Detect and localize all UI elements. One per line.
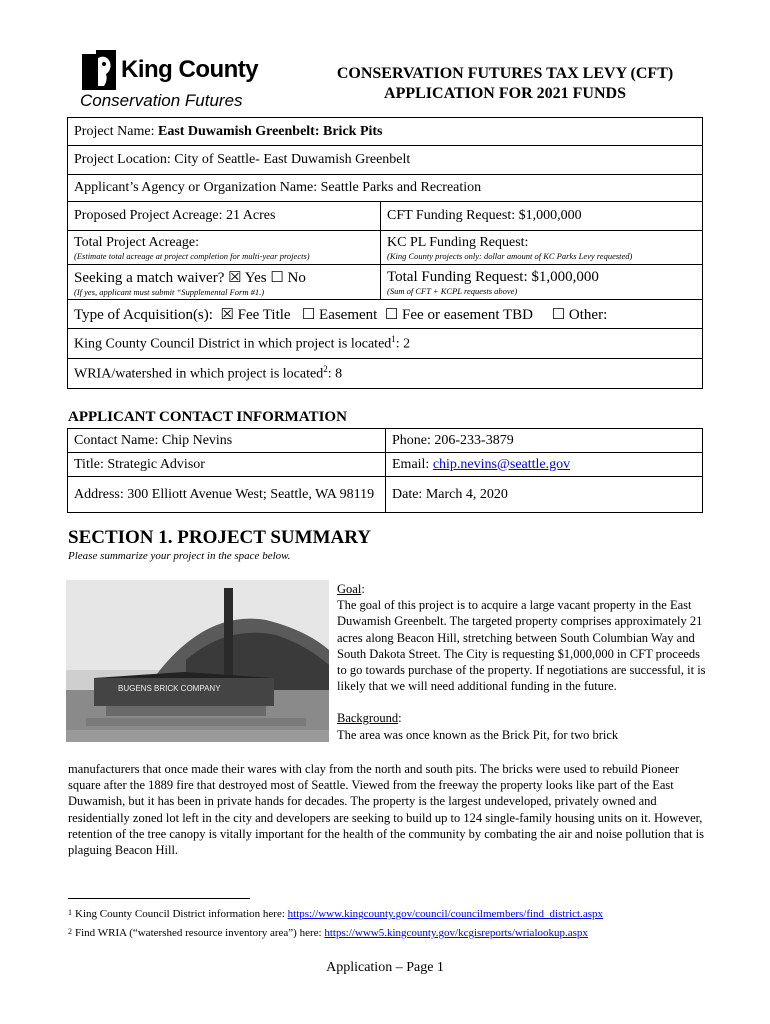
total-acreage-cell: Total Project Acreage: (Estimate total acreage at project completion for multi-year projects) — [68, 231, 381, 265]
cft-request-cell: CFT Funding Request: $1,000,000 — [381, 202, 703, 231]
goal-text: The goal of this project is to acquire a large vacant property in the East Duwamish Greenbelt. The targeted property comprises approximately 21 acres along Beacon Hill, stretching between South Columbian Way and South Dakota Street. The City is requesting $1,000,000 in CFT proceeds to go towards purchase of the property. If negotiations are successful, it is likely that we will need additional funding in the future. — [337, 598, 706, 694]
council-district-cell: King County Council District in which project is located$^1$: 2 — [68, 329, 703, 359]
acquisition-type-cell: Type of Acquisition(s): ☒ Fee Title ☐ Easement ☐ Fee or easement TBD ☐ Other: — [68, 300, 703, 329]
wria-cell: WRIA/watershed in which project is located$^2$: 8 — [68, 359, 703, 389]
king-county-logo-icon — [82, 50, 116, 90]
contact-address-cell: Address: 300 Elliott Avenue West; Seattle, WA 98119 — [68, 477, 386, 513]
total-note: (Sum of CFT + KCPL requests above) — [387, 285, 518, 296]
contact-phone-cell: Phone: 206-233-3879 — [386, 429, 703, 453]
photo-sign-text: BUGENS BRICK COMPANY — [118, 684, 221, 693]
contact-email-link[interactable]: chip.nevins@seattle.gov — [432, 456, 571, 472]
project-location-cell: Project Location: City of Seattle- East Duwamish Greenbelt — [68, 146, 703, 175]
title-line-1: CONSERVATION FUTURES TAX LEVY (CFT) — [336, 65, 674, 82]
document-title — [300, 64, 710, 104]
match-waiver-cell: Seeking a match waiver? ☒ Yes ☐ No (If yes, applicant must submit “Supplemental Form #1.) — [68, 265, 381, 300]
project-name-cell: Project Name: East Duwamish Greenbelt: Brick Pits — [68, 118, 703, 146]
total-acreage-note: (Estimate total acreage at project completion for multi-year projects) — [74, 250, 310, 261]
brick-factory-photo — [66, 580, 329, 742]
project-info-table — [67, 117, 703, 389]
total-request-cell: Total Funding Request: $1,000,000 (Sum of CFT + KCPL requests above) — [381, 265, 703, 300]
contact-email-cell: Email: chip.nevins@seattle.gov — [386, 453, 703, 477]
contact-heading: APPLICANT CONTACT INFORMATION — [68, 409, 347, 425]
background-text: manufacturers that once made their wares with clay from the north and south pits. The bricks were used to rebuild Pioneer square after the 1889 fire that destroyed most of Seattle. Viewed from the freeway the property looks like part of the East Duwamish, but it has been in private hands for decades. The property is the largest undeveloped, privately owned and residentially zoned lot left in the city and developers are seeking to build up to 124 single-family housing units on it. However, retention of the tree canopy is vitally important for the health of the community by combating the air and noise pollution that is plaguing Beacon Hill. — [68, 762, 704, 858]
footnote-1: $^1$ King County Council District information here: https://www.kingcounty.gov/council/councilmembers/find_district.aspx — [68, 908, 604, 920]
acq-fee-or-easement-checkbox[interactable]: ☐ Fee or easement TBD — [384, 306, 533, 323]
goal-paragraph: Goal: The goal of this project is to acquire a large vacant property in the East Duwamish Greenbelt. The targeted property comprises approximately 21 acres along Beacon Hill, stretching between South Columbian Way and South Dakota Street. The City is requesting $1,000,000 in CFT proceeds to go towards purchase of the property. If negotiations are successful, it is likely that we will need additional funding in the future. Background: The area was once known as the Brick Pit, for two brick — [337, 582, 706, 742]
page-number: Application – Page 1 — [326, 960, 444, 975]
title-line-2: APPLICATION FOR 2021 FUNDS — [384, 85, 626, 102]
contact-date-cell: Date: March 4, 2020 — [386, 477, 703, 513]
goal-label: Goal — [337, 582, 362, 596]
logo-subtitle: Conservation Futures — [80, 91, 243, 110]
proposed-acreage-cell: Proposed Project Acreage: 21 Acres — [68, 202, 381, 231]
council-district-link[interactable]: https://www.kingcounty.gov/council/councilmembers/find_district.aspx — [287, 908, 604, 920]
acq-easement-checkbox[interactable]: ☐ Easement — [301, 306, 378, 323]
section-title: SECTION 1. PROJECT SUMMARY — [68, 527, 372, 548]
logo-name: King County — [121, 56, 259, 83]
project-name-value: East Duwamish Greenbelt: Brick Pits — [157, 123, 383, 139]
background-first-line: The area was once known as the Brick Pit, for two brick — [337, 727, 619, 742]
footnote-divider — [68, 898, 250, 899]
kcpl-request-cell: KC PL Funding Request: (King County projects only: dollar amount of KC Parks Levy requested) — [381, 231, 703, 265]
wria-lookup-link[interactable]: https://www5.kingcounty.gov/kcgisreports/wrialookup.aspx — [324, 927, 588, 939]
acq-other-checkbox[interactable]: ☐ Other: — [551, 306, 608, 323]
agency-cell: Applicant’s Agency or Organization Name: Seattle Parks and Recreation — [68, 175, 703, 202]
kcpl-note: (King County projects only: dollar amount of KC Parks Levy requested) — [387, 250, 633, 261]
contact-name-cell: Contact Name: Chip Nevins — [68, 429, 386, 453]
acq-fee-title-checkbox[interactable]: ☒ Fee Title — [220, 306, 291, 323]
footnote-2: $^2$ Find WRIA (“watershed resource inventory area”) here: https://www5.kingcounty.gov/kcgisreports/wrialookup.aspx — [68, 927, 588, 939]
contact-table — [67, 428, 703, 513]
section-subtitle: Please summarize your project in the space below. — [68, 550, 291, 562]
contact-title-cell: Title: Strategic Advisor — [68, 453, 386, 477]
match-note: (If yes, applicant must submit “Supplemental Form #1.) — [74, 286, 265, 297]
background-label: Background — [337, 711, 399, 726]
